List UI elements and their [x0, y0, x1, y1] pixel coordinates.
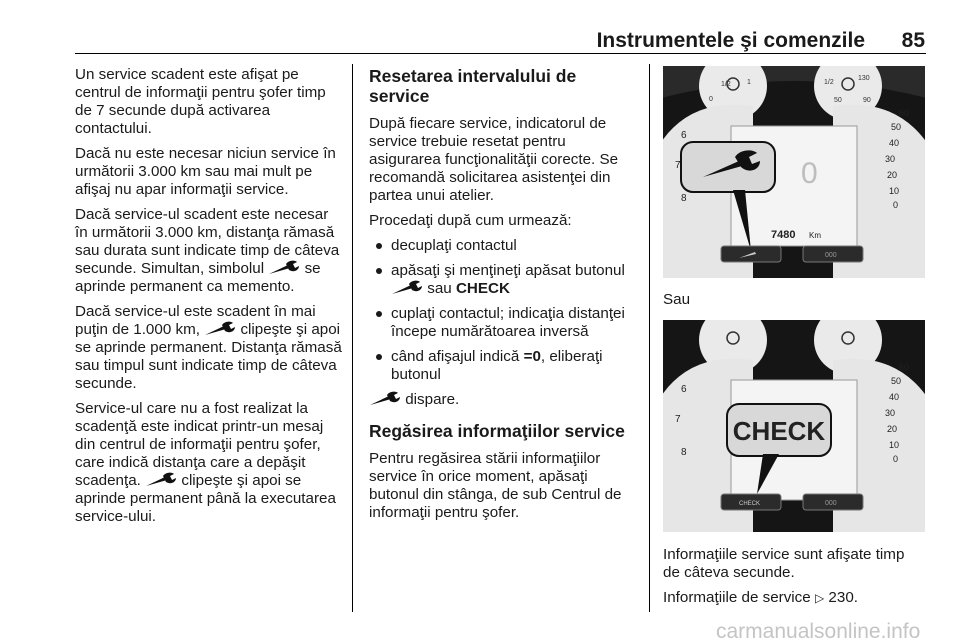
- gauge-label: 50: [834, 97, 842, 104]
- gauge-label: 1/2: [824, 79, 834, 86]
- odometer: 7480: [771, 229, 796, 241]
- wrench-icon: [268, 260, 300, 276]
- odometer-unit: Km: [809, 231, 821, 240]
- dial-number: 0: [893, 200, 899, 210]
- gauge-label: 1: [747, 79, 751, 86]
- paragraph: dispare.: [369, 391, 637, 409]
- dial-number: 7: [675, 160, 681, 171]
- dial-number: 50: [891, 376, 902, 386]
- list-item: când afişajul indică =0, eliberaţi butonul: [369, 348, 637, 384]
- dial-number: 20: [887, 424, 898, 434]
- page-header-title: Instrumentele şi comenzile: [596, 29, 865, 52]
- bullet: [376, 243, 382, 249]
- check-button-photo: [663, 320, 925, 532]
- paragraph: Service-ul care nu a fost realizat la scadenţă este indicat printr-un mesaj din centrul de informaţii pentru şofer, care indică distanţa care a depăşit scadenţa. clipeşte şi apoi se aprinde permanent până la executarea service-ului.: [75, 400, 336, 525]
- dial-number: 6: [681, 384, 687, 395]
- cross-reference: Informaţiile de service ▷ 230.: [663, 589, 858, 606]
- section-heading: Regăsirea informaţiilor service: [369, 421, 625, 441]
- wrench-icon: [369, 391, 401, 407]
- bullet: [376, 354, 382, 360]
- service-display-photo: [663, 66, 925, 278]
- paragraph: Un service scadent este afişat pe centrul de informaţii pentru şofer timp de 7 secunde după activarea contactului.: [75, 66, 326, 137]
- gauge-label: 0: [709, 96, 713, 103]
- dial-number: 0: [893, 454, 899, 464]
- button-label: CHECK: [739, 501, 761, 507]
- list-item: decuplaţi contactul: [369, 237, 637, 255]
- service-value: 0: [801, 157, 818, 190]
- paragraph: Dacă nu este necesar niciun service în următorii 3.000 km sau mai mult pe afişaj nu apar informaţii service.: [75, 145, 336, 198]
- column-divider-right: [649, 64, 650, 612]
- dial-number: 30: [885, 154, 896, 164]
- list-item: apăsaţi şi menţineţi apăsat butonul sau CHECK: [369, 262, 637, 298]
- dial-number: 60: [899, 362, 910, 372]
- reference-arrow-icon: ▷: [814, 591, 825, 605]
- dial-number: 40: [889, 138, 900, 148]
- check-callout-text: CHECK: [732, 416, 826, 446]
- dial-number: 20: [887, 170, 898, 180]
- instrument-cluster-illustration: [663, 66, 925, 278]
- page-number: 85: [901, 29, 925, 52]
- or-label: Sau: [663, 291, 691, 308]
- section-heading: Resetarea intervalului de service: [369, 66, 577, 106]
- column-2: [369, 66, 637, 529]
- gauge-label: 130: [858, 75, 870, 82]
- bullet: [376, 311, 382, 317]
- column-divider-left: [352, 64, 353, 612]
- bullet: [376, 268, 382, 274]
- caption: Informaţiile service sunt afişate timp de câteva secunde.: [663, 546, 905, 581]
- wrench-icon: [204, 321, 236, 337]
- paragraph: Procedaţi după cum urmează:: [369, 212, 572, 229]
- column-1: [75, 66, 343, 533]
- dial-number: 8: [681, 447, 687, 458]
- dial-number: 60: [899, 108, 910, 118]
- paragraph: Dacă service-ul scadent este necesar în următorii 3.000 km, distanţa rămasă sau durata sunt indicate timp de câteva secunde. Simultan, simbolul se aprinde permanent ca memento.: [75, 206, 340, 295]
- gauge-label: 90: [863, 97, 871, 104]
- list-item: cuplaţi contactul; indicaţia distanţei începe numărătoarea inversă: [369, 305, 637, 341]
- dial-number: 10: [889, 440, 900, 450]
- button-label: 000: [825, 252, 837, 259]
- paragraph: După fiecare service, indicatorul de service trebuie resetat pentru asigurarea funcţionalităţii corecte. Se recomandă solicitarea asistenţei din partea unui atelier.: [369, 115, 619, 204]
- dial-number: 6: [681, 130, 687, 141]
- dial-number: 50: [891, 122, 902, 132]
- dial-number: 7: [675, 414, 681, 425]
- wrench-icon: [145, 472, 177, 488]
- gauge-label: 1/2: [721, 81, 731, 88]
- dial-number: 40: [889, 392, 900, 402]
- paragraph: Pentru regăsirea stării informaţiilor service în orice moment, apăsaţi butonul din stânga, de sub Centrul de informaţii pentru şofer.: [369, 450, 622, 521]
- dial-number: 10: [889, 186, 900, 196]
- button-label: 000: [825, 500, 837, 507]
- paragraph: Dacă service-ul este scadent în mai puţin de 1.000 km, clipeşte şi apoi se aprinde permanent. Distanţa rămasă sau timpul sunt indicate timp de câteva secunde.: [75, 303, 342, 392]
- header-rule: [75, 53, 926, 54]
- dial-number: 8: [681, 193, 687, 204]
- wrench-icon: [391, 280, 423, 296]
- watermark: carmanualsonline.info: [716, 620, 921, 643]
- instrument-cluster-illustration: [663, 320, 925, 532]
- dial-number: 30: [885, 408, 896, 418]
